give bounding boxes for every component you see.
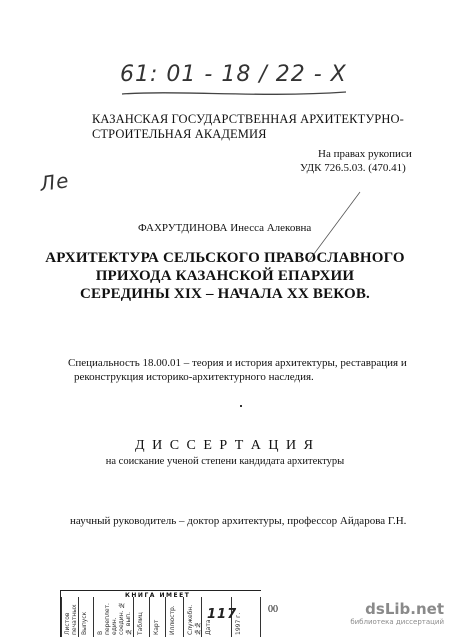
stamp-col-4: Таблиц	[137, 612, 144, 635]
watermark-logo: dsLib.net	[365, 600, 444, 618]
institution-line-2: СТРОИТЕЛЬНАЯ АКАДЕМИЯ	[92, 127, 267, 141]
dissertation-heading: Д И С С Е Р Т А Ц И Я	[135, 438, 315, 453]
stamp-col-7: Служебн. №№	[187, 604, 201, 635]
watermark-subtitle: библиотека диссертаций	[350, 618, 444, 626]
library-stamp	[60, 590, 261, 637]
handwritten-margin-note: Ле	[38, 168, 71, 196]
author-name: ФАХРУТДИНОВА Инесса Алековна	[138, 222, 312, 234]
stamp-col-6: Иллюстр.	[169, 605, 176, 635]
stamp-col-3: В переплет. един. соедин. №№ вып.	[97, 601, 132, 635]
title-line-2: ПРИХОДА КАЗАНСКОЙ ЕПАРХИИ	[95, 268, 355, 284]
stamp-col-8: Дата	[205, 619, 212, 635]
dissertation-subheading: на соискание ученой степени кандидата архитектуры	[105, 456, 345, 467]
specialty-line-1: Специальность 18.00.01 – теория и история архитектуры, реставрация и	[68, 357, 407, 369]
manuscript-rights: На правах рукописи	[318, 148, 412, 160]
title-line-3: СЕРЕДИНЫ XIX – НАЧАЛА XX ВЕКОВ.	[79, 286, 370, 302]
dslib-watermark	[334, 600, 444, 632]
stamp-header: КНИГА ИМЕЕТ	[125, 592, 191, 599]
ink-dot	[240, 405, 242, 407]
stamp-col-2: Выпуск	[81, 611, 88, 635]
udc-code: УДК 726.5.03. (470.41)	[300, 162, 406, 174]
stamp-col-5: Карт	[153, 619, 160, 635]
handwritten-archive-code: 61: 01 - 18 / 22 - X	[120, 62, 347, 87]
stamp-trailing-number: 00	[268, 604, 278, 615]
specialty-line-2: реконструкция историко-архитектурного наследия.	[74, 371, 314, 383]
supervisor-line: научный руководитель – доктор архитектуры, профессор Айдарова Г.Н.	[70, 515, 407, 527]
title-line-1: АРХИТЕКТУРА СЕЛЬСКОГО ПРАВОСЛАВНОГО	[45, 250, 405, 266]
stamp-col-9: 1997 г.	[235, 612, 242, 635]
institution-line-1: КАЗАНСКАЯ ГОСУДАРСТВЕННАЯ АРХИТЕКТУРНО-	[92, 112, 404, 126]
stamp-handwritten-count: 117	[207, 607, 238, 622]
stamp-col-1: Листов печатных	[64, 604, 78, 635]
handwritten-underline	[120, 88, 350, 100]
